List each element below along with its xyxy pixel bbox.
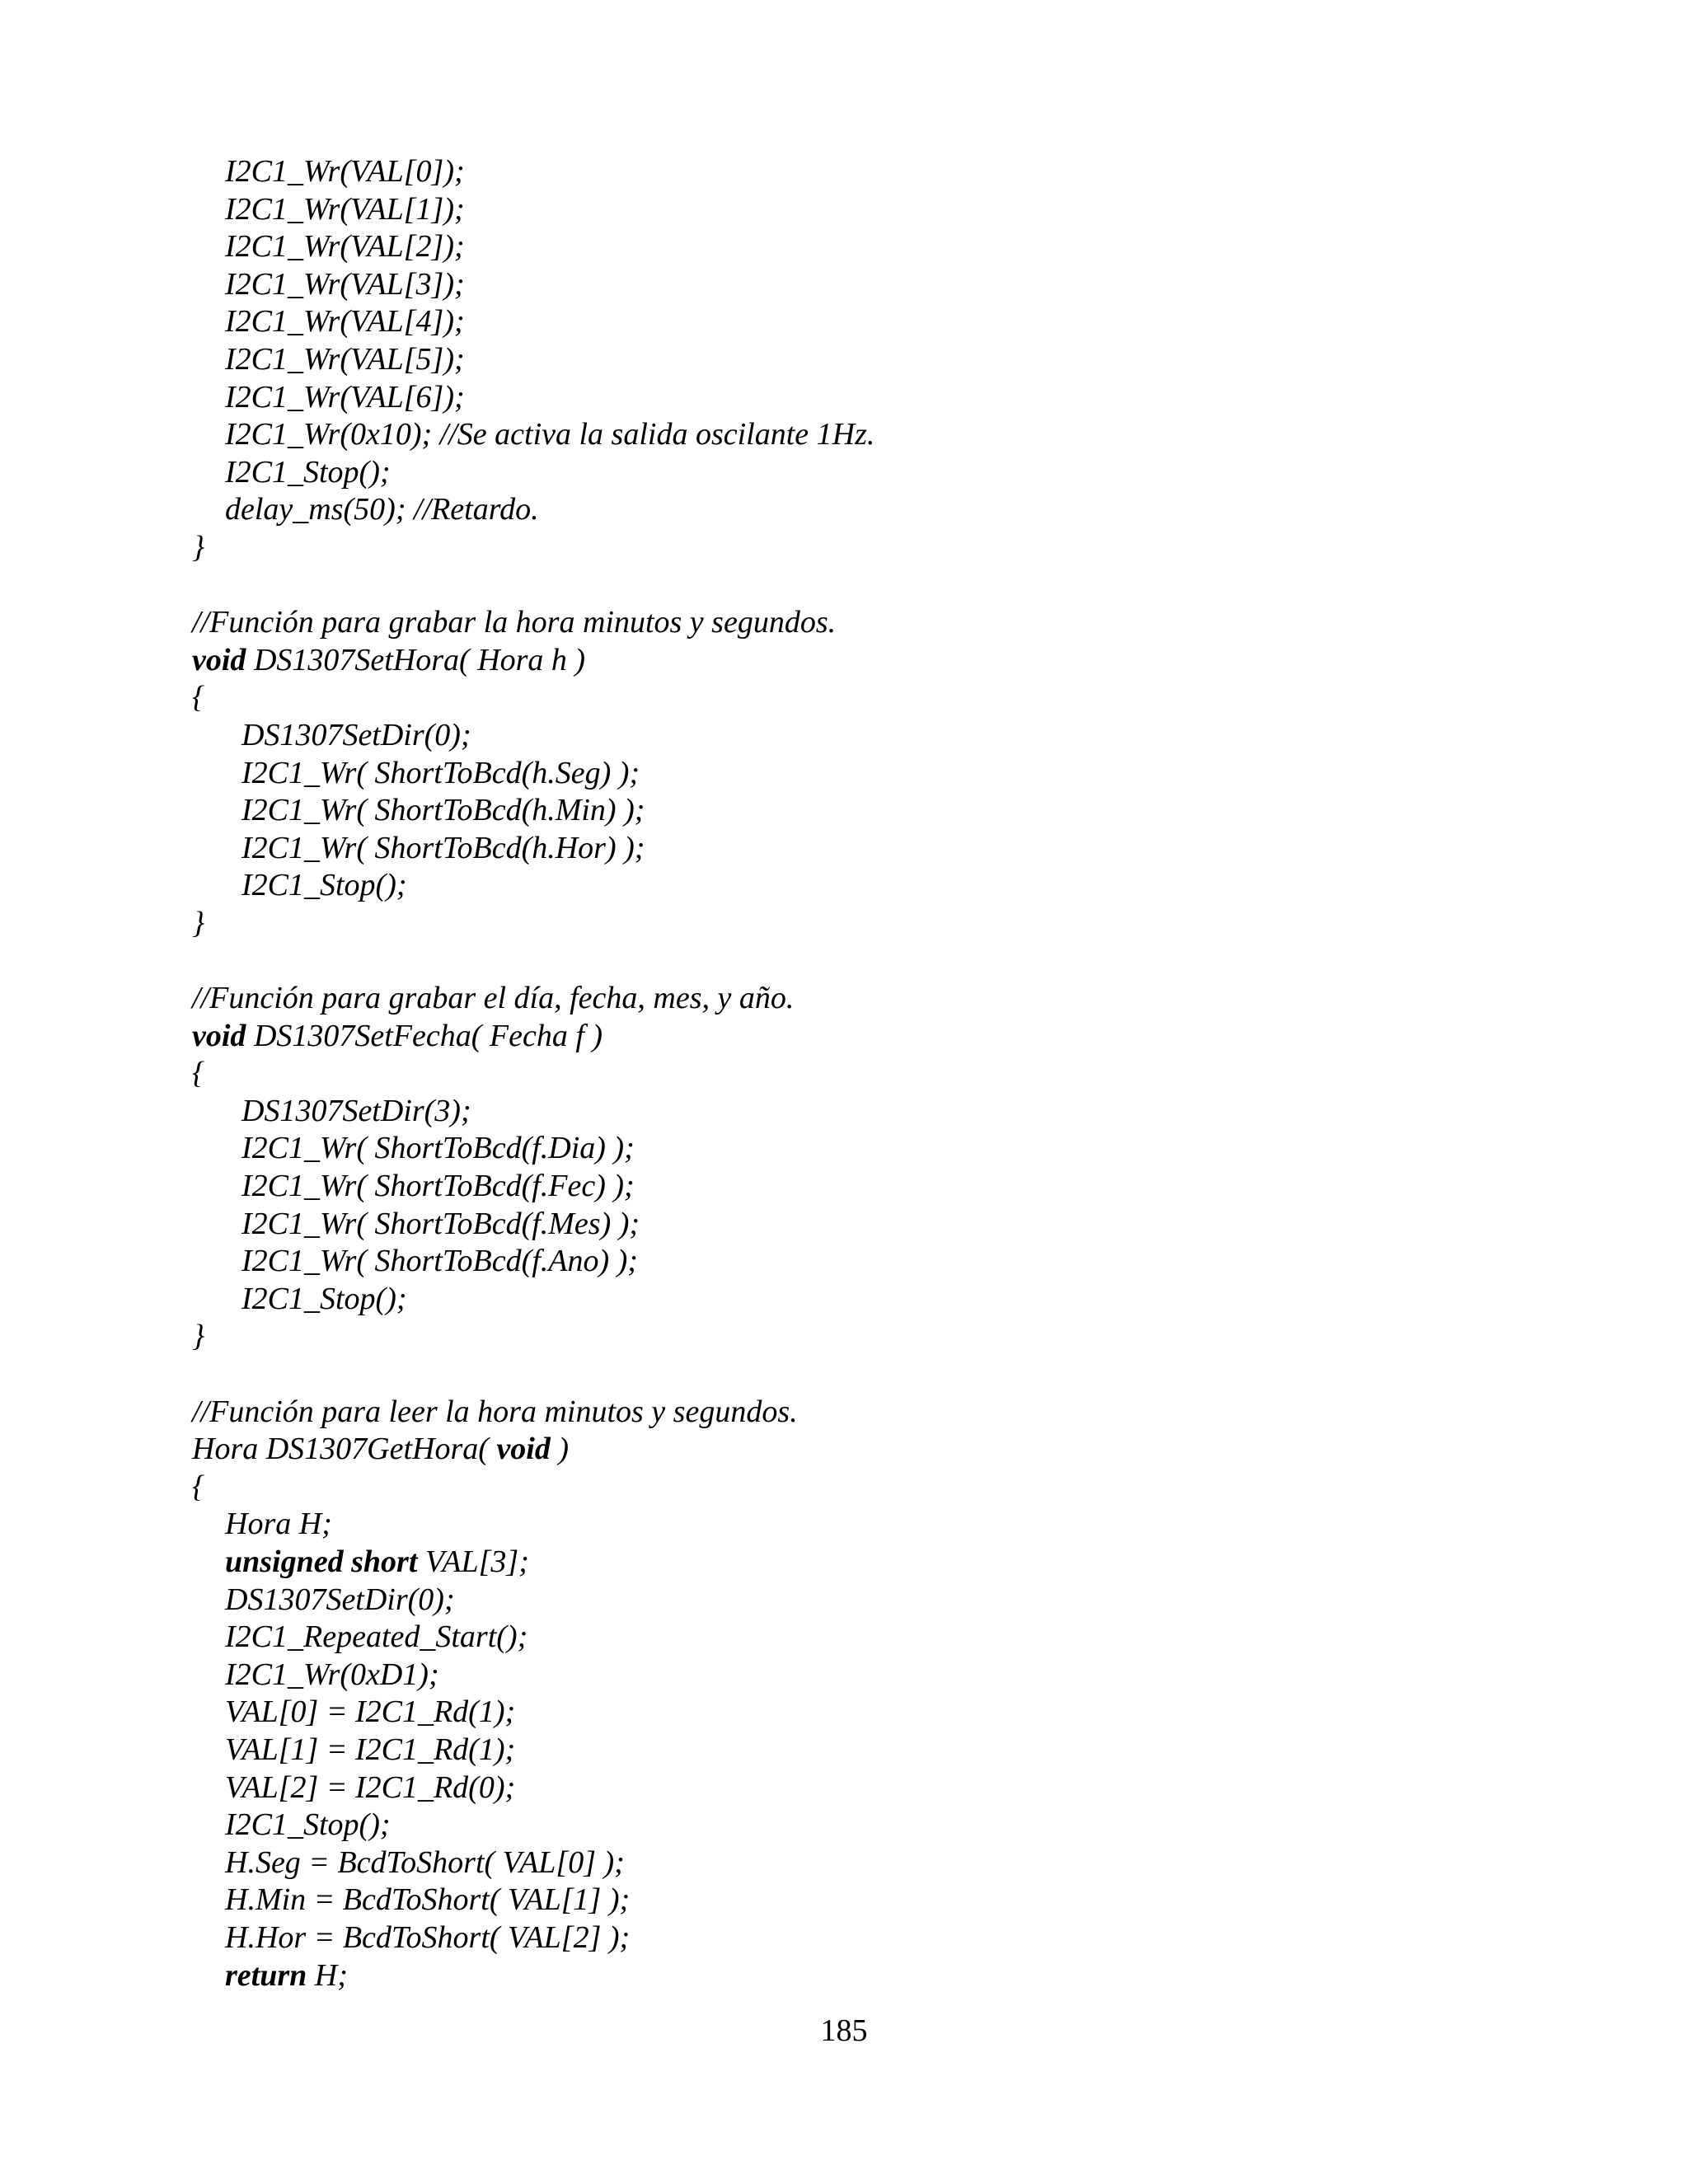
code-line — [192, 1431, 1552, 1469]
code-text: DS1307SetFecha( Fecha f ) — [246, 1018, 603, 1053]
code-keyword: void — [192, 1018, 246, 1053]
code-text: VAL[2] = I2C1_Rd(0); — [225, 1769, 516, 1805]
code-text: //Función para grabar el día, fecha, mes, y año. — [192, 981, 795, 1016]
code-line — [192, 491, 1552, 529]
code-line — [192, 1130, 1552, 1168]
code-line — [192, 1469, 1552, 1507]
code-text: I2C1_Wr( ShortToBcd(f.Mes) ); — [241, 1206, 640, 1241]
code-text: } — [192, 1319, 205, 1354]
code-text: DS1307SetDir(0); — [225, 1582, 455, 1617]
code-line — [192, 717, 1552, 755]
code-line — [192, 191, 1552, 229]
code-text: I2C1_Wr(VAL[5]); — [225, 341, 465, 377]
code-text: I2C1_Wr( ShortToBcd(f.Dia) ); — [241, 1131, 635, 1166]
code-text: VAL[1] = I2C1_Rd(1); — [225, 1732, 516, 1767]
code-line — [192, 830, 1552, 868]
code-line — [192, 303, 1552, 341]
code-text: H.Min = BcdToShort( VAL[1] ); — [225, 1882, 631, 1918]
code-line — [192, 980, 1552, 1018]
code-line — [192, 1506, 1552, 1544]
code-line — [192, 642, 1552, 680]
code-text: } — [192, 905, 205, 940]
code-keyword: unsigned short — [225, 1544, 418, 1579]
code-keyword: void — [496, 1432, 551, 1467]
code-keyword: void — [192, 642, 246, 677]
code-line — [192, 1882, 1552, 1919]
code-line — [192, 1619, 1552, 1657]
code-line — [192, 604, 1552, 642]
code-text: DS1307SetHora( Hora h ) — [246, 642, 586, 677]
code-line — [192, 1732, 1552, 1769]
code-text: Hora DS1307GetHora( — [192, 1432, 497, 1467]
code-line — [192, 1394, 1552, 1432]
code-text: } — [192, 529, 205, 565]
code-text: { — [192, 680, 205, 715]
code-text: H; — [307, 1957, 348, 1993]
code-line — [192, 379, 1552, 417]
code-text: I2C1_Wr(VAL[2]); — [225, 229, 465, 265]
code-line — [192, 1919, 1552, 1957]
code-text: VAL[0] = I2C1_Rd(1); — [225, 1694, 516, 1730]
code-text: I2C1_Wr( ShortToBcd(h.Hor) ); — [241, 830, 645, 865]
code-text: //Función para grabar la hora minutos y segundos. — [192, 605, 837, 640]
code-listing — [192, 153, 1552, 1994]
code-text: I2C1_Wr(VAL[1]); — [225, 191, 465, 227]
code-text: I2C1_Wr( ShortToBcd(f.Ano) ); — [241, 1244, 638, 1279]
code-text: I2C1_Wr(0xD1); — [225, 1657, 439, 1692]
code-text: ) — [550, 1432, 570, 1467]
code-line — [192, 1957, 1552, 1995]
code-text: I2C1_Wr(VAL[6]); — [225, 379, 465, 415]
code-line — [192, 1093, 1552, 1131]
code-text: I2C1_Stop(); — [241, 1281, 407, 1316]
code-line — [192, 1281, 1552, 1319]
code-text: DS1307SetDir(0); — [241, 717, 471, 752]
code-text: VAL[3]; — [417, 1544, 529, 1579]
code-line — [192, 1168, 1552, 1206]
code-line — [192, 1844, 1552, 1882]
code-line — [192, 153, 1552, 191]
code-line — [192, 1018, 1552, 1056]
code-line — [192, 1657, 1552, 1694]
code-line — [192, 1243, 1552, 1281]
code-line — [192, 792, 1552, 830]
code-line — [192, 1582, 1552, 1619]
code-line — [192, 1769, 1552, 1807]
code-text: I2C1_Wr( ShortToBcd(f.Fec) ); — [241, 1169, 635, 1204]
code-line — [192, 1055, 1552, 1093]
code-text: I2C1_Wr( ShortToBcd(h.Seg) ); — [241, 755, 640, 790]
code-text: I2C1_Wr(VAL[4]); — [225, 304, 465, 340]
code-line — [192, 416, 1552, 454]
code-line — [192, 1694, 1552, 1732]
code-line — [192, 529, 1552, 567]
code-text: delay_ms(50); //Retardo. — [225, 492, 539, 527]
code-text: Hora H; — [225, 1507, 332, 1542]
code-line — [192, 679, 1552, 717]
code-line — [192, 755, 1552, 793]
code-line — [192, 867, 1552, 905]
code-line — [192, 341, 1552, 379]
code-text: I2C1_Wr(VAL[0]); — [225, 154, 465, 189]
code-line — [192, 1206, 1552, 1244]
page-number: 185 — [820, 2013, 868, 2048]
code-line — [192, 1318, 1552, 1356]
code-text: I2C1_Stop(); — [241, 868, 407, 903]
code-text: { — [192, 1056, 205, 1091]
code-text: H.Hor = BcdToShort( VAL[2] ); — [225, 1919, 631, 1955]
code-line — [192, 228, 1552, 266]
code-text: I2C1_Repeated_Start(); — [225, 1619, 528, 1655]
code-text: I2C1_Wr( ShortToBcd(h.Min) ); — [241, 793, 645, 828]
code-text: I2C1_Stop(); — [225, 454, 391, 490]
code-line — [192, 454, 1552, 492]
code-text: { — [192, 1469, 205, 1504]
blank-line — [192, 567, 1552, 605]
code-line — [192, 266, 1552, 304]
code-text: H.Seg = BcdToShort( VAL[0] ); — [225, 1844, 625, 1880]
code-text: I2C1_Wr(VAL[3]); — [225, 266, 465, 302]
code-line — [192, 1544, 1552, 1582]
code-line — [192, 905, 1552, 943]
code-keyword: return — [225, 1957, 307, 1993]
code-line — [192, 1807, 1552, 1844]
blank-line — [192, 942, 1552, 980]
code-text: I2C1_Stop(); — [225, 1807, 391, 1843]
blank-line — [192, 1356, 1552, 1394]
code-text: DS1307SetDir(3); — [241, 1093, 471, 1128]
code-text: I2C1_Wr(0x10); //Se activa la salida oscilante 1Hz. — [225, 417, 875, 452]
code-text: //Función para leer la hora minutos y segundos. — [192, 1394, 798, 1429]
